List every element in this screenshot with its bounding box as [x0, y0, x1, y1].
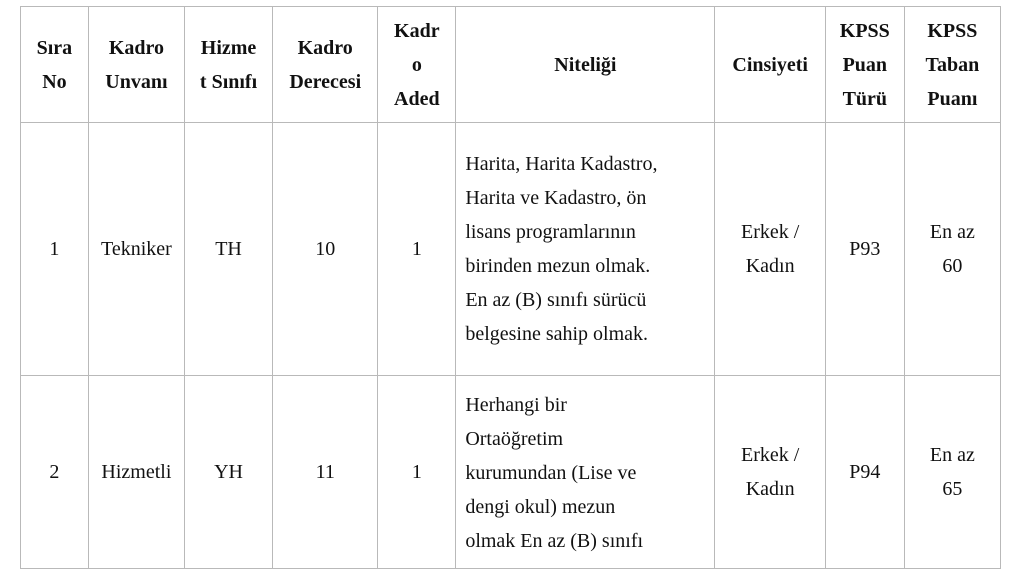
niteligi-line: En az (B) sınıfı sürücü: [465, 289, 647, 311]
header-kadro-derecesi-line: Derecesi: [289, 70, 362, 93]
cell-kpss-puan-turu: P94: [825, 376, 904, 569]
header-kadro-aded-line: Aded: [394, 87, 440, 110]
cinsiyeti-line: Kadın: [745, 478, 795, 500]
cinsiyeti-line: Kadın: [745, 255, 795, 277]
cell-niteligi: [456, 376, 715, 569]
cell-hizmet-sinifi: TH: [185, 123, 273, 376]
header-kadro-aded: [378, 7, 456, 123]
taban-puani-line: 60: [942, 255, 963, 277]
header-kadro-derecesi: [273, 7, 378, 123]
header-hizmet-sinifi: [185, 7, 273, 123]
header-kpss-puan-turu-line: Türü: [842, 87, 888, 110]
header-sira-no-line: No: [42, 70, 67, 93]
header-sira-no: [21, 7, 89, 123]
header-kadro-aded-line: Kadr: [394, 19, 440, 42]
niteligi-line: birinden mezun olmak.: [465, 255, 651, 277]
cinsiyeti-line: Erkek /: [741, 444, 800, 466]
header-kadro-derecesi-line: Kadro: [297, 36, 353, 59]
niteligi-line: olmak En az (B) sınıfı: [465, 530, 644, 552]
taban-puani-line: En az: [929, 221, 975, 243]
header-hizmet-sinifi-line: t Sınıfı: [199, 70, 258, 93]
header-kadro-aded-line: o: [411, 53, 422, 76]
cell-cinsiyeti: [715, 123, 825, 376]
cell-niteligi: [456, 123, 715, 376]
niteligi-line: dengi okul) mezun: [465, 496, 616, 518]
table-row: [21, 123, 1001, 376]
niteligi-text: [465, 147, 710, 351]
niteligi-line: Ortaöğretim: [465, 428, 564, 450]
header-sira-no-line: Sıra: [36, 36, 73, 59]
header-kadro-unvani-line: Kadro: [108, 36, 165, 59]
kadro-table: [20, 6, 1001, 569]
header-kpss-taban-puani-line: KPSS: [927, 19, 978, 42]
niteligi-text: [465, 376, 710, 568]
niteligi-line: Harita, Harita Kadastro,: [465, 153, 658, 175]
header-kpss-puan-turu: [825, 7, 904, 123]
taban-puani-line: En az: [929, 444, 975, 466]
cell-sira-no: 2: [21, 376, 89, 569]
cell-kpss-taban-puani: [904, 376, 1000, 569]
header-row: [21, 7, 1001, 123]
cell-kadro-aded: 1: [378, 123, 456, 376]
header-kpss-puan-turu-line: Puan: [842, 53, 888, 76]
cell-kpss-taban-puani: [904, 123, 1000, 376]
header-kadro-unvani: [88, 7, 184, 123]
header-cinsiyeti-line: Cinsiyeti: [732, 53, 808, 76]
cell-kadro-unvani: Tekniker: [88, 123, 184, 376]
niteligi-line: lisans programlarının: [465, 221, 636, 243]
cell-cinsiyeti: [715, 376, 825, 569]
cell-sira-no: 1: [21, 123, 89, 376]
cell-kadro-derecesi: 11: [273, 376, 378, 569]
niteligi-line: belgesine sahip olmak.: [465, 323, 649, 345]
cinsiyeti-line: Erkek /: [741, 221, 800, 243]
cell-kpss-puan-turu: P93: [825, 123, 904, 376]
header-kpss-taban-puani: [904, 7, 1000, 123]
cell-kadro-aded: 1: [378, 376, 456, 569]
header-kpss-taban-puani-line: Taban: [925, 53, 980, 76]
header-niteligi-line: Niteliği: [554, 53, 617, 76]
niteligi-line: Herhangi bir: [465, 394, 567, 416]
header-cinsiyeti: [715, 7, 825, 123]
table-row: [21, 376, 1001, 569]
cell-hizmet-sinifi: YH: [185, 376, 273, 569]
cell-kadro-derecesi: 10: [273, 123, 378, 376]
header-kadro-unvani-line: Unvanı: [105, 70, 168, 93]
header-niteligi: [456, 7, 715, 123]
niteligi-line: kurumundan (Lise ve: [465, 462, 637, 484]
header-kpss-puan-turu-line: KPSS: [839, 19, 890, 42]
taban-puani-line: 65: [942, 478, 963, 500]
header-hizmet-sinifi-line: Hizme: [200, 36, 257, 59]
header-kpss-taban-puani-line: Puanı: [927, 87, 978, 110]
cell-kadro-unvani: Hizmetli: [88, 376, 184, 569]
niteligi-line: Harita ve Kadastro, ön: [465, 187, 647, 209]
